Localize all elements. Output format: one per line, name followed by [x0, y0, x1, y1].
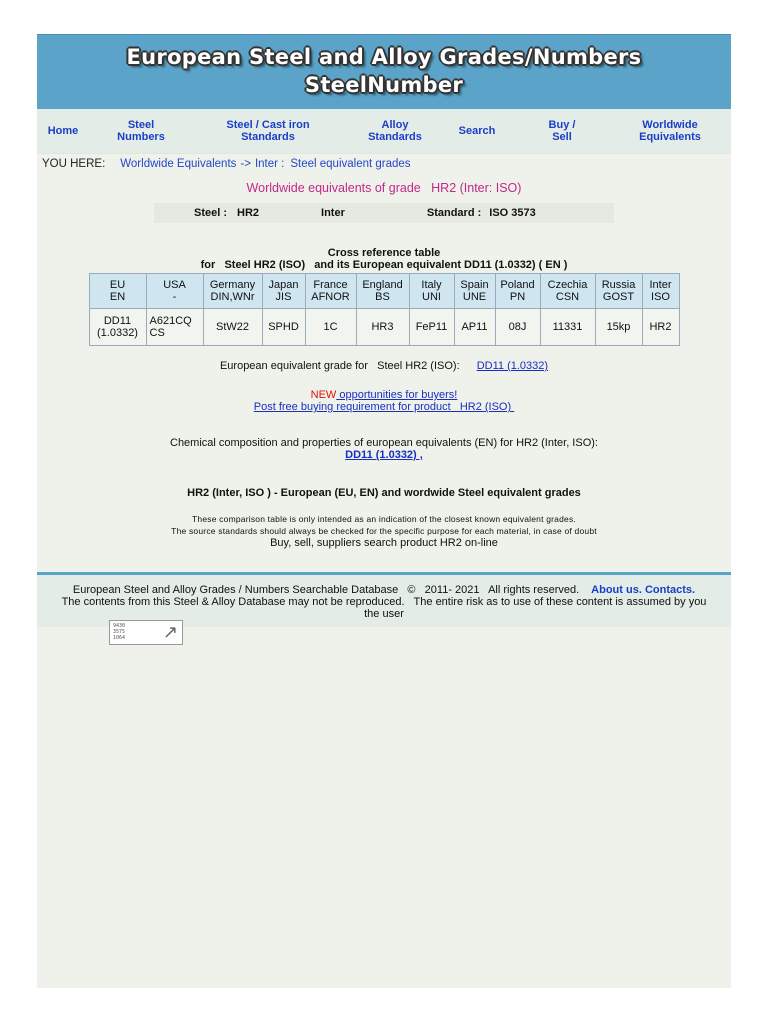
nav-buy-sell[interactable] [527, 119, 597, 143]
counter-digits-row: 3575 [113, 629, 126, 635]
cell-eu [89, 309, 146, 346]
disclaimer [37, 513, 731, 537]
header-russia [595, 274, 642, 309]
nav-search[interactable] [447, 125, 507, 137]
cell-poland [495, 309, 540, 346]
new-badge: NEW [310, 389, 337, 401]
nav-standards-label-2: Standards [241, 131, 295, 143]
cell-line: HR2 [649, 321, 672, 333]
cell-england [356, 309, 409, 346]
standard-label: Standard : [426, 207, 482, 219]
chemical-composition-link[interactable]: DD11 (1.0332) , [345, 449, 423, 461]
breadcrumb [37, 154, 731, 174]
cell-france [305, 309, 356, 346]
cell-line: 08J [508, 321, 527, 333]
header-england [356, 274, 409, 309]
header-line: EN [109, 291, 126, 303]
nav-alloy[interactable] [355, 119, 435, 143]
header-line: DIN,WNr [210, 291, 255, 303]
header-spain [454, 274, 495, 309]
nav-steel-numbers-label-1: Steel [127, 119, 155, 131]
header-line: Russia [601, 279, 636, 291]
nav-worldwide-label-2: Equivalents [639, 131, 701, 143]
cell-line: CS [149, 327, 165, 339]
disclaimer-line-2: The source standards should always be checked for the specific purpose for each material, in case of doubt [171, 526, 597, 536]
nav-home-label: Home [47, 125, 79, 137]
post-requirement-link[interactable]: Post free buying requirement for product HR2 (ISO) [253, 401, 515, 413]
nav-standards[interactable] [203, 119, 333, 143]
cross-reference-subtitle: for Steel HR2 (ISO) and its European equivalent DD11 (1.0332) ( EN ) [200, 259, 568, 271]
breadcrumb-inter-link[interactable]: Inter : [254, 158, 285, 170]
nav-buy-sell-label-2: Sell [552, 131, 572, 143]
steel-info-row [154, 203, 614, 223]
header-line: GOST [602, 291, 635, 303]
european-equivalent-line [37, 360, 731, 372]
buy-sell-line: Buy, sell, suppliers search product HR2 on-line [270, 537, 498, 549]
cell-line: 11331 [552, 321, 583, 333]
nav-alloy-label-1: Alloy [381, 119, 409, 131]
header-line: Japan [268, 279, 299, 291]
cell-line: StW22 [215, 321, 249, 333]
cell-line: HR3 [371, 321, 394, 333]
header-line: AFNOR [311, 291, 350, 303]
header-japan [262, 274, 305, 309]
nav-buy-sell-label-1: Buy / [548, 119, 576, 131]
footer [37, 572, 731, 627]
header-line: Germany [209, 279, 256, 291]
header-line: England [362, 279, 403, 291]
arrow-up-right-icon: ↗ [162, 622, 178, 642]
chemical-composition-text: Chemical composition and properties of european equivalents (EN) for HR2 (Inter, ISO): [170, 437, 598, 449]
counter-digits-row: 9430 [113, 623, 126, 629]
header-line: Spain [460, 279, 489, 291]
cell-line: AP11 [461, 321, 488, 333]
nav-worldwide[interactable] [625, 119, 715, 143]
footer-notice-end: the user [364, 608, 404, 620]
footer-notice: The contents from this Steel & Alloy Database may not be reproduced. The entire risk as to use of these content is assumed by you [61, 596, 707, 608]
header-italy [409, 274, 454, 309]
european-equivalent-link[interactable]: DD11 (1.0332) [476, 360, 549, 372]
header-inter [642, 274, 679, 309]
steel-label: Steel : [194, 207, 228, 219]
header-line: USA [163, 279, 186, 291]
nav-worldwide-label-1: Worldwide [642, 119, 698, 131]
header-line: Czechia [547, 279, 588, 291]
cell-line: (1.0332) [97, 327, 138, 339]
table-header-row [89, 274, 679, 309]
cross-reference-table [89, 273, 680, 346]
cross-reference-caption [37, 247, 731, 271]
counter-digits-row: 1064 [113, 635, 126, 641]
site-banner [37, 34, 731, 109]
european-equivalent-text: European equivalent grade for Steel HR2 (ISO): [219, 360, 460, 372]
site-title: European Steel and Alloy Grades/Numbers [126, 45, 642, 69]
header-line: Italy [421, 279, 442, 291]
nav-search-label: Search [458, 125, 496, 137]
table-row [89, 309, 679, 346]
footer-copyright: European Steel and Alloy Grades / Numbers Searchable Database © 2011- 2021 All rights reserved. [72, 584, 580, 596]
cell-spain [454, 309, 495, 346]
cell-line: 1C [323, 321, 338, 333]
nav-steel-numbers[interactable] [91, 119, 191, 143]
header-usa [146, 274, 203, 309]
cell-line: SPHD [268, 321, 299, 333]
opportunities-link[interactable]: opportunities for buyers! [336, 389, 458, 401]
header-france [305, 274, 356, 309]
cell-usa [146, 309, 203, 346]
nav-alloy-label-2: Standards [368, 131, 422, 143]
cell-germany [203, 309, 262, 346]
nav-standards-label-1: Steel / Cast iron [226, 119, 310, 131]
cell-czechia [540, 309, 595, 346]
header-germany [203, 274, 262, 309]
page-title: Worldwide equivalents of grade HR2 (Inter: ISO) [246, 181, 522, 195]
cell-inter [642, 309, 679, 346]
cell-line: A621CQ [149, 315, 192, 327]
visitor-counter[interactable] [109, 620, 183, 645]
header-line: - [172, 291, 177, 303]
header-line: BS [375, 291, 390, 303]
header-line: UNI [422, 291, 441, 303]
standard-value: ISO 3573 [489, 207, 536, 219]
cell-italy [409, 309, 454, 346]
cell-line: DD11 [103, 315, 132, 327]
cell-japan [262, 309, 305, 346]
header-line: Inter [649, 279, 672, 291]
inter-label: Inter [321, 207, 345, 219]
header-line: Poland [500, 279, 535, 291]
site-subtitle: SteelNumber [304, 73, 464, 97]
header-line: ISO [651, 291, 670, 303]
header-line: UNE [462, 291, 487, 303]
header-line: EU [109, 279, 126, 291]
breadcrumb-worldwide-link[interactable]: Worldwide Equivalents [120, 158, 237, 170]
cell-russia [595, 309, 642, 346]
breadcrumb-separator: -> [240, 158, 251, 170]
nav-home[interactable] [37, 125, 89, 137]
buyers-block [37, 389, 731, 413]
page-container [37, 34, 731, 988]
header-czechia [540, 274, 595, 309]
cross-reference-title: Cross reference table [327, 247, 441, 259]
header-line: JIS [275, 291, 292, 303]
header-eu [89, 274, 146, 309]
header-poland [495, 274, 540, 309]
worldwide-grades-heading: HR2 (Inter, ISO ) - European (EU, EN) and wordwide Steel equivalent grades [187, 487, 581, 499]
counter-digits [113, 623, 125, 641]
breadcrumb-label: YOU HERE: [42, 158, 106, 170]
header-line: CSN [555, 291, 580, 303]
header-line: PN [509, 291, 526, 303]
about-contacts-link[interactable]: About us. Contacts. [591, 584, 696, 596]
main-nav [37, 109, 731, 154]
header-line: France [313, 279, 348, 291]
steel-value: HR2 [237, 207, 260, 219]
breadcrumb-current[interactable]: Steel equivalent grades [290, 158, 411, 170]
cell-line: FeP11 [415, 321, 448, 333]
nav-steel-numbers-label-2: Numbers [117, 131, 165, 143]
cell-line: 15kp [606, 321, 631, 333]
disclaimer-line-1: These comparison table is only intended as an indication of the closest known equivalent grades. [192, 514, 576, 524]
chemical-composition-block [37, 437, 731, 461]
